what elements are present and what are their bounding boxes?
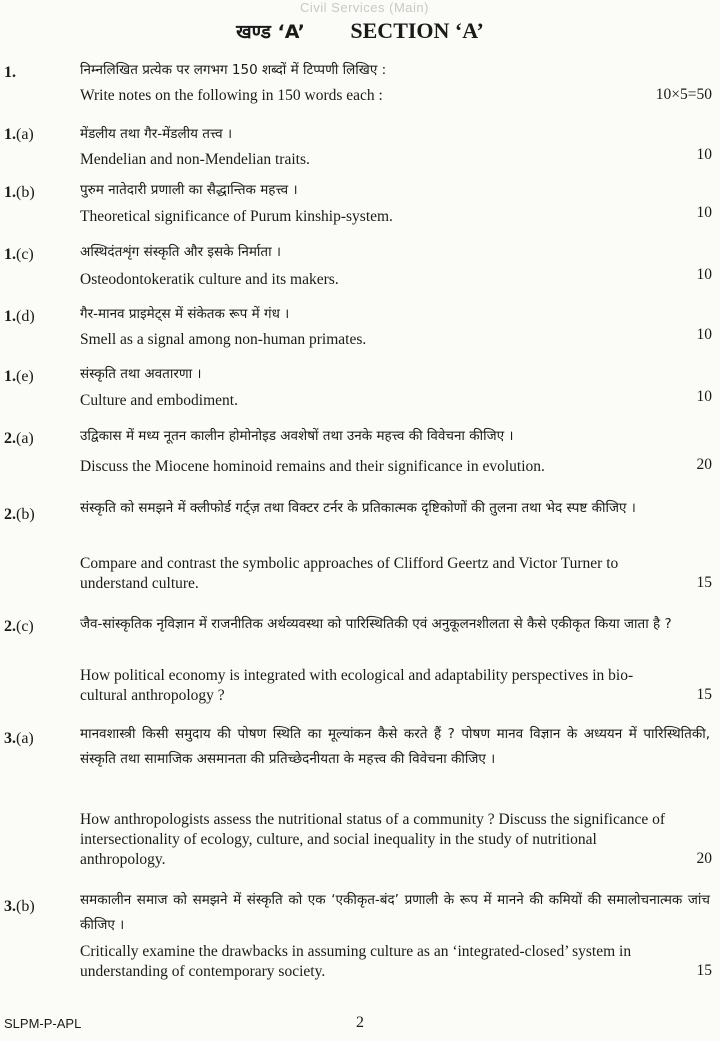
question-text-hindi: संस्कृति को समझने में क्लीफोर्ड गर्ट्ज़ तथा विक्टर टर्नर के प्रतिकात्मक दृष्टिकोणों की तुलना तथा भेद स्पष्ट कीजिए ।	[80, 500, 636, 516]
section-heading-english: SECTION ‘A’	[350, 18, 484, 43]
question-text-english: Compare and contrast the symbolic approaches of Clifford Geertz and Victor Turner to understand culture.	[80, 555, 619, 592]
question-number: 1.(c)	[4, 246, 34, 263]
question-text-hindi: मानवशास्त्री किसी समुदाय की पोषण स्थिति का मूल्यांकन कैसे करते हैं ? पोषण मानव विज्ञान के अध्ययन में पारिस्थितिकी, संस्कृति तथा सामाजिक असमानता की प्रतिच्छेदनीयता के महत्त्व की विवेचना कीजिए ।	[80, 726, 710, 767]
question-text-english: Osteodontokeratik culture and its makers.	[80, 271, 339, 288]
question-number: 2.(b)	[4, 506, 35, 523]
question-marks: 10×5=50	[655, 86, 712, 103]
question-marks: 10	[696, 388, 712, 405]
question-text-english: Smell as a signal among non-human primates.	[80, 331, 367, 348]
question-text-english: How political economy is integrated with ecological and adaptability perspectives in bio-cultural anthropology ?	[80, 667, 634, 704]
question-number: 1.(d)	[4, 308, 35, 325]
question-marks: 20	[696, 850, 712, 867]
question-text-hindi: उद्विकास में मध्य नूतन कालीन होमोनोइड अवशेषों तथा उनके महत्त्व की विवेचना कीजिए ।	[80, 428, 514, 444]
question-text-english: How anthropologists assess the nutritional status of a community ? Discuss the significance of intersectionality of ecology, culture, and social inequality in the study of nutritional anthropology.	[80, 811, 666, 868]
question-number: 3.(b)	[4, 898, 35, 915]
section-heading	[0, 18, 720, 44]
question-marks: 20	[696, 456, 712, 473]
question-text-english: Theoretical significance of Purum kinship-system.	[80, 208, 393, 225]
question-text-english: Write notes on the following in 150 words each :	[80, 87, 383, 104]
question-text-english: Culture and embodiment.	[80, 392, 238, 409]
question-text-hindi: पुरुम नातेदारी प्रणाली का सैद्धान्तिक महत्त्व ।	[80, 182, 298, 198]
question-marks: 10	[696, 146, 712, 163]
question-marks: 10	[696, 204, 712, 221]
question-text-english: Discuss the Miocene hominoid remains and their significance in evolution.	[80, 458, 545, 475]
question-text-hindi: मेंडलीय तथा गैर-मेंडलीय तत्त्व ।	[80, 126, 233, 142]
question-text-hindi: जैव-सांस्कृतिक नृविज्ञान में राजनीतिक अर्थव्यवस्था को पारिस्थितिकी एवं अनुकूलनशीलता से कैसे एकीकृत किया जाता है ?	[80, 616, 672, 632]
question-marks: 15	[696, 574, 712, 591]
page-number: 2	[356, 1014, 364, 1031]
question-number: 2.(a)	[4, 430, 34, 447]
question-text-hindi: अस्थिदंतशृंग संस्कृति और इसके निर्माता ।	[80, 244, 281, 260]
question-text-hindi: गैर-मानव प्राइमेट्स में संकेतक रूप में गंध ।	[80, 306, 290, 322]
question-marks: 10	[696, 266, 712, 283]
question-text-hindi: संस्कृति तथा अवतारणा ।	[80, 366, 202, 382]
ghost-header-text: Civil Services (Main)	[300, 0, 429, 15]
question-number: 1.(a)	[4, 126, 34, 143]
question-text-hindi: निम्नलिखित प्रत्येक पर लगभग 150 शब्दों में टिप्पणी लिखिए :	[80, 62, 387, 78]
section-heading-hindi: खण्ड ‘A’	[236, 21, 305, 43]
question-number: 2.(c)	[4, 618, 34, 635]
question-marks: 15	[696, 962, 712, 979]
question-text-hindi: समकालीन समाज को समझने में संस्कृति को एक ‘एकीकृत-बंद’ प्रणाली के रूप में मानने की कमियों की समालोचनात्मक जांच कीजिए ।	[80, 892, 710, 933]
paper-code: SLPM-P-APL	[4, 1016, 82, 1031]
question-text-english: Critically examine the drawbacks in assuming culture as an ‘integrated-closed’ system in understanding of contemporary society.	[80, 943, 632, 980]
question-number: 1.	[4, 64, 16, 81]
question-number: 1.(e)	[4, 368, 34, 385]
question-number: 3.(a)	[4, 730, 34, 747]
question-text-english: Mendelian and non-Mendelian traits.	[80, 151, 310, 168]
question-number: 1.(b)	[4, 184, 35, 201]
question-marks: 15	[696, 686, 712, 703]
question-marks: 10	[696, 326, 712, 343]
